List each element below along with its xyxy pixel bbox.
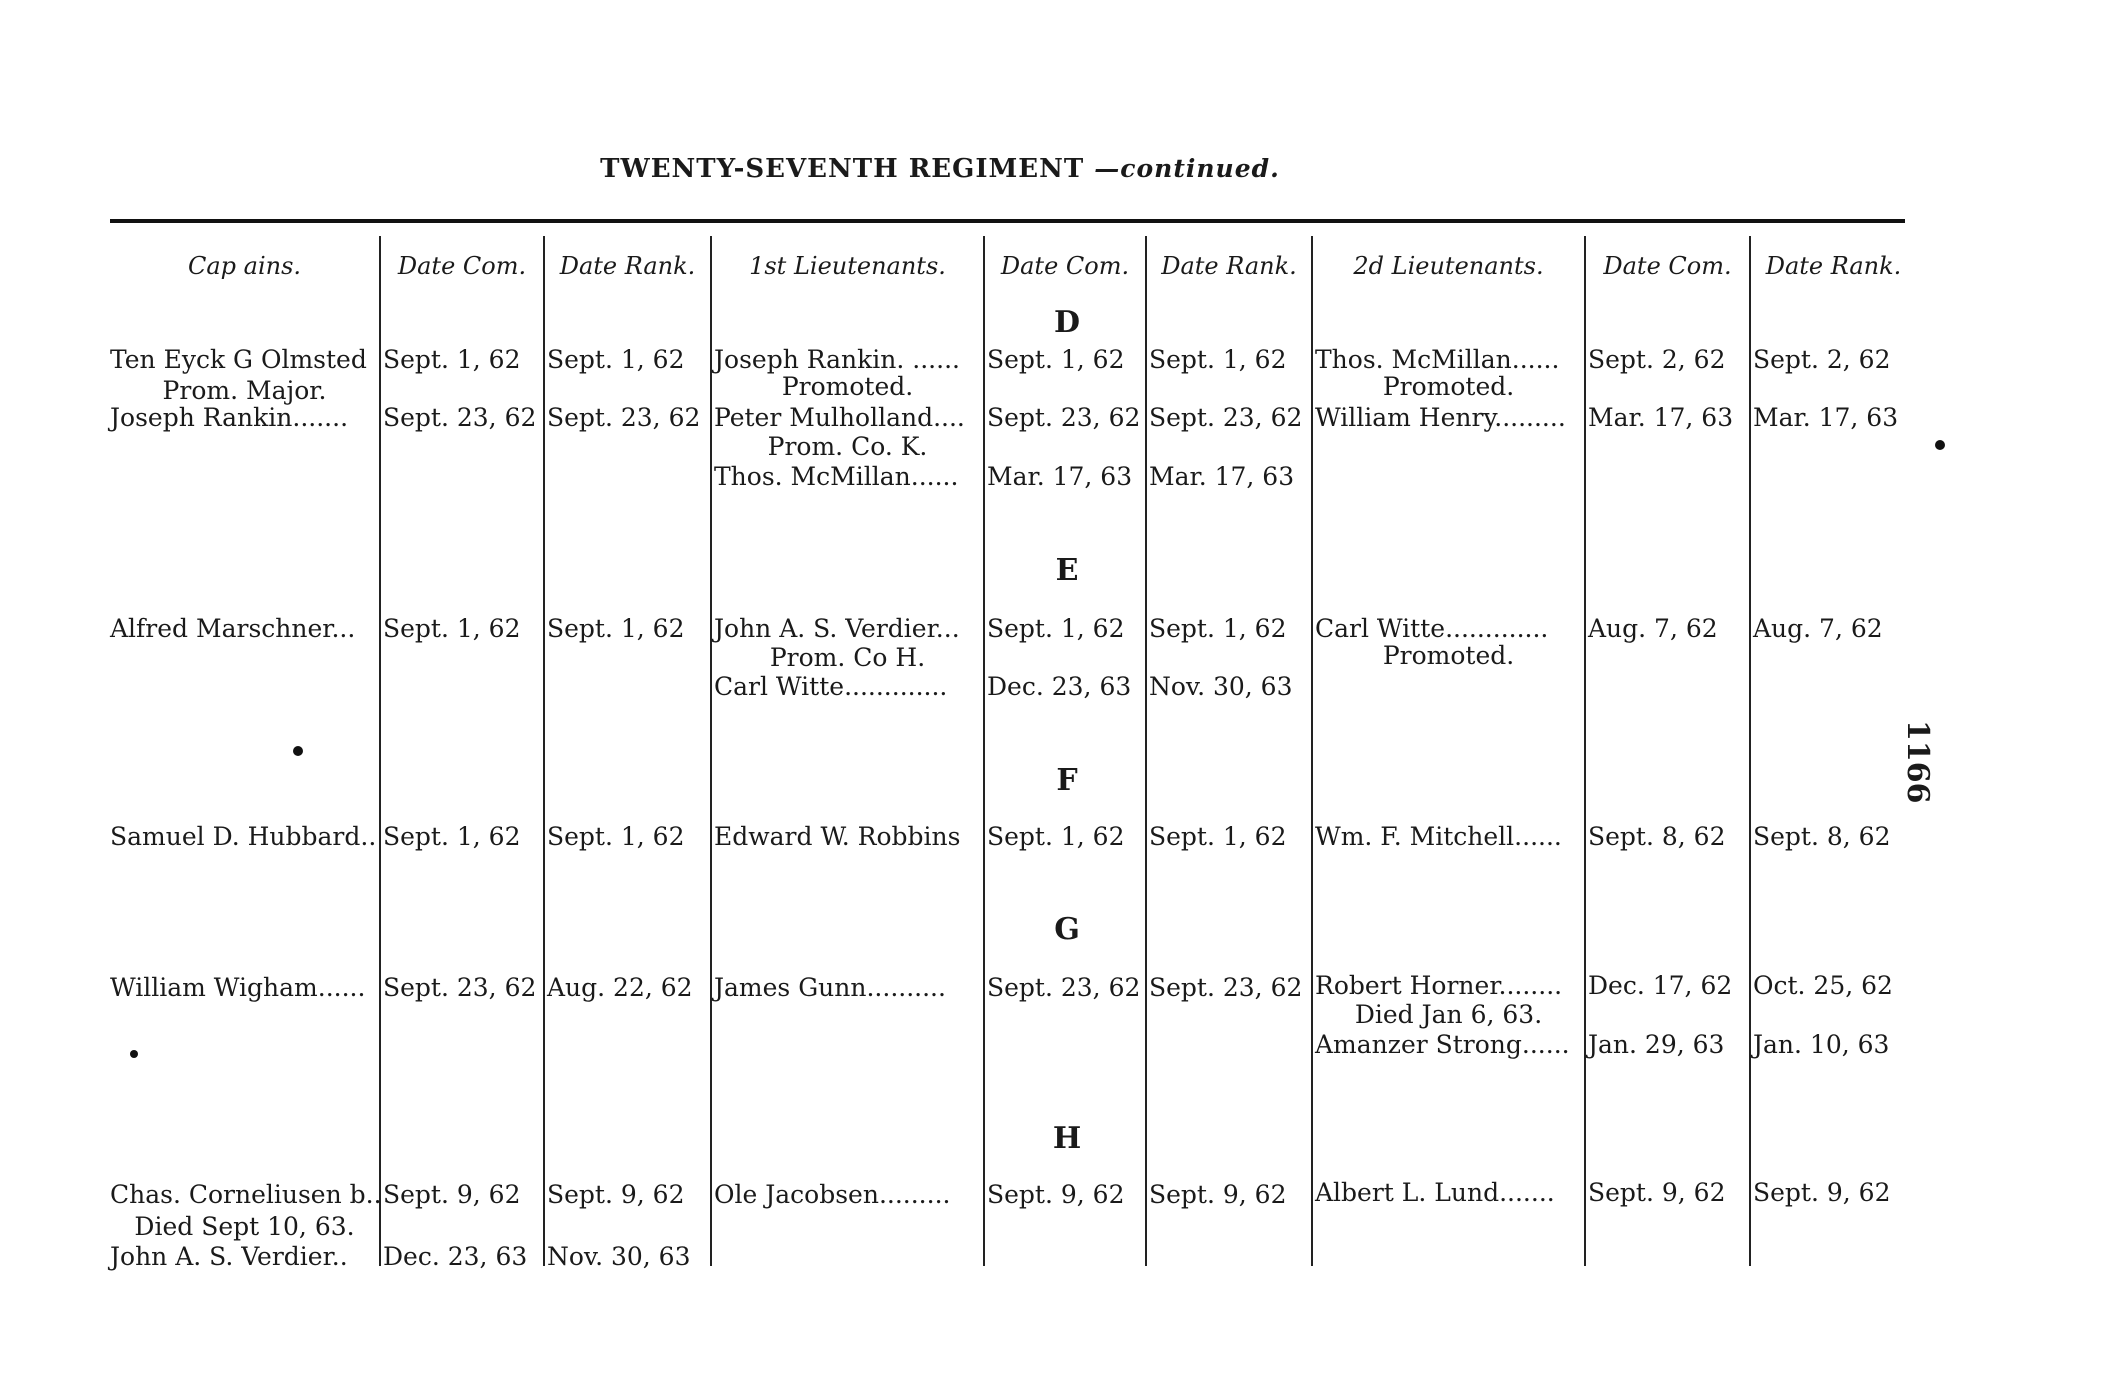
date-com: Sept. 1, 62 xyxy=(987,345,1125,374)
page-number: 1166 xyxy=(1900,720,1935,804)
date-rank: Sept. 2, 62 xyxy=(1753,345,1891,374)
date-rank: Sept. 1, 62 xyxy=(1149,614,1287,643)
date-com: Sept. 1, 62 xyxy=(383,345,521,374)
date-rank: Mar. 17, 63 xyxy=(1149,462,1295,491)
column-divider xyxy=(1584,236,1586,1266)
second-lieutenant-name: Carl Witte............. xyxy=(1315,614,1549,643)
date-com: Mar. 17, 63 xyxy=(987,462,1133,491)
second-lieutenant-name: William Henry......... xyxy=(1315,403,1566,432)
date-com: Mar. 17, 63 xyxy=(1588,403,1734,432)
company-letter-e: E xyxy=(1055,553,1079,588)
second-lieutenant-note: Promoted. xyxy=(1382,372,1515,401)
captain-name: Alfred Marschner... xyxy=(110,614,356,643)
column-divider xyxy=(543,236,545,1266)
continued-label: —continued. xyxy=(1094,154,1280,183)
date-com: Dec. 23, 63 xyxy=(987,672,1132,701)
date-rank: Nov. 30, 63 xyxy=(547,1242,691,1271)
date-rank: Aug. 7, 62 xyxy=(1753,614,1883,643)
first-lieutenant-name: Ole Jacobsen......... xyxy=(714,1180,951,1209)
ink-speck xyxy=(1935,440,1945,450)
header-date-com: Date Com. xyxy=(397,252,527,280)
first-lieutenant-name: Thos. McMillan...... xyxy=(714,462,959,491)
date-rank: Sept. 23, 62 xyxy=(547,403,701,432)
regiment-title: TWENTY-SEVENTH REGIMENT xyxy=(600,154,1085,184)
first-lieutenant-name: James Gunn.......... xyxy=(714,973,946,1002)
date-com: Sept. 8, 62 xyxy=(1588,822,1726,851)
header-second-lieutenants: 2d Lieutenants. xyxy=(1353,252,1544,280)
date-rank: Sept. 1, 62 xyxy=(547,822,685,851)
second-lieutenant-name: Albert L. Lund....... xyxy=(1315,1178,1555,1207)
column-divider xyxy=(983,236,985,1266)
header-date-rank: Date Rank. xyxy=(559,252,696,280)
date-com: Dec. 17, 62 xyxy=(1588,971,1733,1000)
date-rank: Mar. 17, 63 xyxy=(1753,403,1899,432)
date-com: Sept. 1, 62 xyxy=(383,614,521,643)
date-com: Dec. 23, 63 xyxy=(383,1242,528,1271)
second-lieutenant-name: Robert Horner........ xyxy=(1315,971,1563,1000)
column-divider xyxy=(1749,236,1751,1266)
company-letter-d: D xyxy=(1053,305,1080,340)
first-lieutenant-name: Peter Mulholland.... xyxy=(714,403,965,432)
second-lieutenant-note: Died Jan 6, 63. xyxy=(1354,1000,1543,1029)
date-rank: Sept. 9, 62 xyxy=(547,1180,685,1209)
first-lieutenant-name: Carl Witte............. xyxy=(714,672,948,701)
company-letter-g: G xyxy=(1054,912,1080,947)
captain-note: Died Sept 10, 63. xyxy=(134,1212,355,1241)
first-lieutenant-note: Promoted. xyxy=(781,372,914,401)
captain-name: Samuel D. Hubbard.. xyxy=(110,822,377,851)
date-com: Sept. 9, 62 xyxy=(987,1180,1125,1209)
header-date-rank: Date Rank. xyxy=(1765,252,1902,280)
ink-speck xyxy=(130,1050,138,1058)
date-com: Sept. 23, 62 xyxy=(987,403,1141,432)
date-rank: Jan. 10, 63 xyxy=(1753,1030,1890,1059)
date-com: Sept. 9, 62 xyxy=(1588,1178,1726,1207)
company-letter-f: F xyxy=(1056,763,1078,798)
date-com: Sept. 23, 62 xyxy=(383,403,537,432)
first-lieutenant-note: Prom. Co H. xyxy=(769,643,926,672)
second-lieutenant-name: Amanzer Strong...... xyxy=(1315,1030,1570,1059)
captain-name: William Wigham...... xyxy=(110,973,366,1002)
date-com: Sept. 2, 62 xyxy=(1588,345,1726,374)
captain-name: Ten Eyck G Olmsted xyxy=(110,345,367,374)
date-rank: Sept. 23, 62 xyxy=(1149,403,1303,432)
date-rank: Sept. 9, 62 xyxy=(1753,1178,1891,1207)
page-title xyxy=(0,154,1880,184)
second-lieutenant-name: Wm. F. Mitchell...... xyxy=(1315,822,1562,851)
date-com: Jan. 29, 63 xyxy=(1588,1030,1725,1059)
date-rank: Sept. 8, 62 xyxy=(1753,822,1891,851)
date-rank: Sept. 9, 62 xyxy=(1149,1180,1287,1209)
captain-name: Chas. Corneliusen b.. xyxy=(110,1180,382,1209)
first-lieutenant-name: Joseph Rankin. ...... xyxy=(714,345,960,374)
date-rank: Oct. 25, 62 xyxy=(1753,971,1893,1000)
column-divider xyxy=(379,236,381,1266)
second-lieutenant-note: Promoted. xyxy=(1382,641,1515,670)
header-date-com: Date Com. xyxy=(1000,252,1130,280)
date-rank: Nov. 30, 63 xyxy=(1149,672,1293,701)
first-lieutenant-note: Prom. Co. K. xyxy=(767,432,928,461)
date-rank: Aug. 22, 62 xyxy=(547,973,693,1002)
date-com: Sept. 1, 62 xyxy=(383,822,521,851)
date-com: Sept. 1, 62 xyxy=(987,614,1125,643)
date-com: Sept. 9, 62 xyxy=(383,1180,521,1209)
header-first-lieutenants: 1st Lieutenants. xyxy=(749,252,946,280)
date-com: Sept. 1, 62 xyxy=(987,822,1125,851)
ink-speck xyxy=(293,746,303,756)
company-letter-h: H xyxy=(1052,1121,1082,1156)
date-rank: Sept. 1, 62 xyxy=(1149,345,1287,374)
date-rank: Sept. 23, 62 xyxy=(1149,973,1303,1002)
date-com: Sept. 23, 62 xyxy=(987,973,1141,1002)
first-lieutenant-name: Edward W. Robbins xyxy=(714,822,961,851)
first-lieutenant-name: John A. S. Verdier... xyxy=(714,614,960,643)
header-date-com: Date Com. xyxy=(1603,252,1732,280)
second-lieutenant-name: Thos. McMillan...... xyxy=(1315,345,1560,374)
date-rank: Sept. 1, 62 xyxy=(547,614,685,643)
date-rank: Sept. 1, 62 xyxy=(547,345,685,374)
header-captains: Cap ains. xyxy=(187,252,302,280)
column-divider xyxy=(1145,236,1147,1266)
date-com: Sept. 23, 62 xyxy=(383,973,537,1002)
captain-name: John A. S. Verdier.. xyxy=(110,1242,348,1271)
date-rank: Sept. 1, 62 xyxy=(1149,822,1287,851)
date-com: Aug. 7, 62 xyxy=(1588,614,1718,643)
captain-name: Joseph Rankin....... xyxy=(110,403,349,432)
header-rule xyxy=(110,219,1905,223)
header-date-rank: Date Rank. xyxy=(1161,252,1297,280)
captain-note: Prom. Major. xyxy=(162,376,327,405)
